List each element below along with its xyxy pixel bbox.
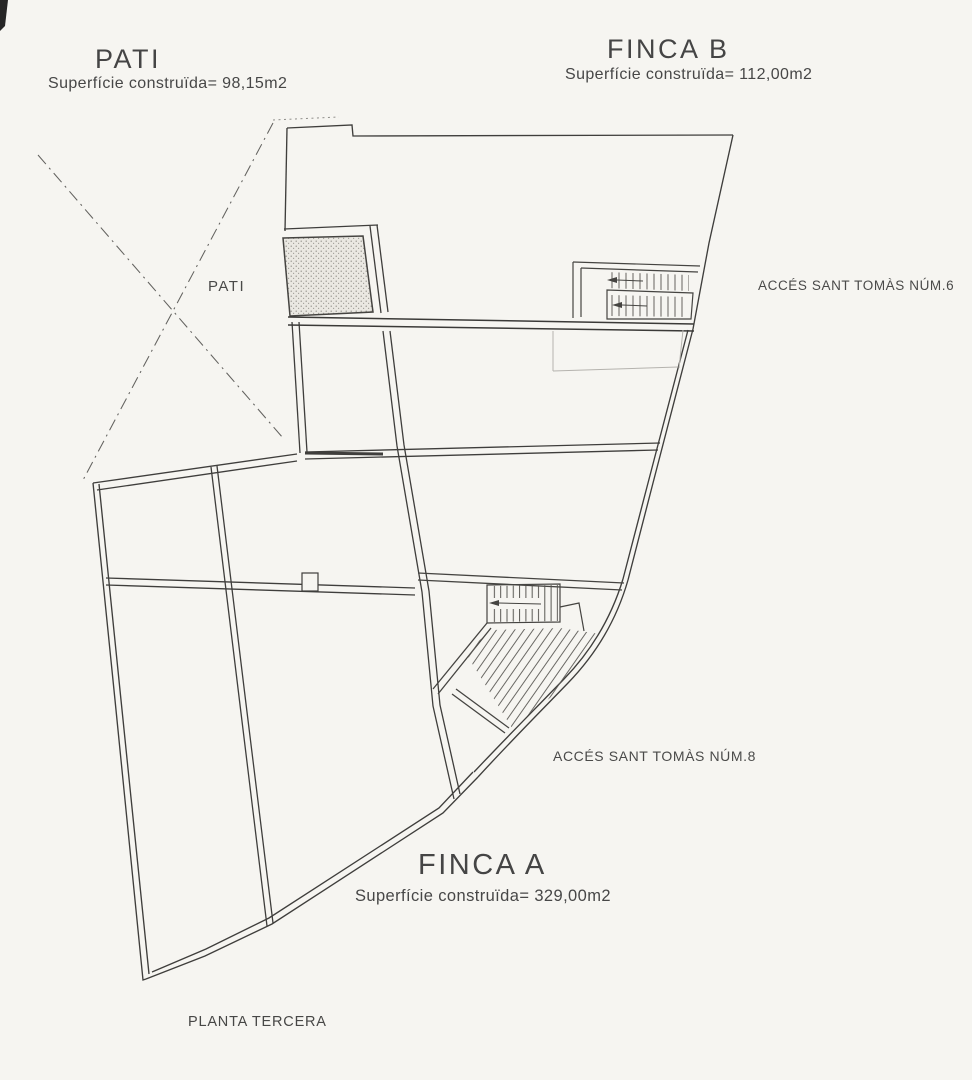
finca-a-area-label: Superfície construïda= 329,00m2	[355, 887, 611, 905]
pati-right-wall	[292, 322, 307, 453]
finca-b-area-label: Superfície construïda= 112,00m2	[565, 66, 813, 83]
finca-a-title: FINCA A	[418, 849, 547, 881]
pati-title: PATI	[95, 44, 162, 74]
pati-room-label: PATI	[208, 278, 246, 295]
access-sant-tomas-8-label: ACCÉS SANT TOMÀS NÚM.8	[553, 748, 757, 764]
mid-cross-wall	[305, 443, 660, 459]
pati-area-label: Superfície construïda= 98,15m2	[48, 75, 288, 92]
plan-labels	[48, 34, 954, 1030]
sheet-title: PLANTA TERCERA	[188, 1014, 327, 1030]
finca-b-title: FINCA B	[607, 34, 730, 64]
faint-layout-lines	[553, 330, 683, 371]
access-sant-tomas-6-label: ACCÉS SANT TOMÀS NÚM.6	[758, 278, 955, 293]
central-spine-wall	[370, 225, 460, 799]
scan-corner-mark	[0, 0, 8, 31]
skylight-hatched-box	[283, 225, 378, 316]
stair-finca-b	[573, 262, 700, 319]
finca-a-interior-walls	[106, 466, 415, 926]
